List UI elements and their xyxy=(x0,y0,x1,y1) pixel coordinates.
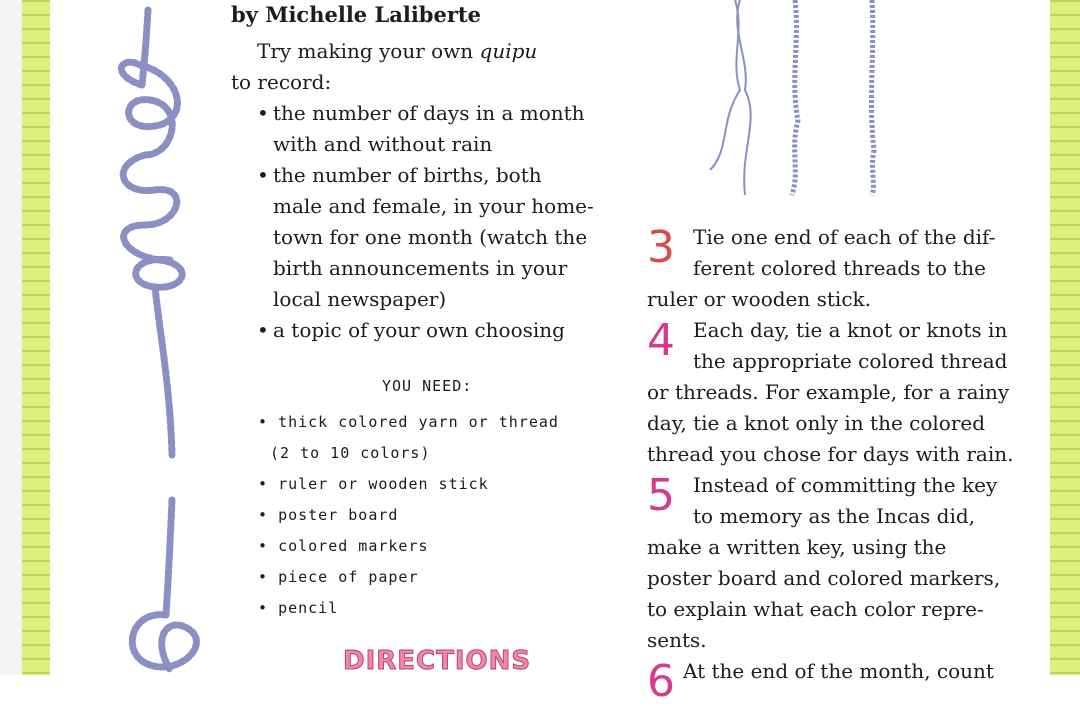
list-item: • colored markers xyxy=(258,537,429,555)
bullet-line: town for one month (watch the xyxy=(273,225,588,249)
bullet-line: male and female, in your home- xyxy=(273,194,594,218)
you-need-heading: YOU NEED: xyxy=(382,377,473,395)
supplies-list xyxy=(258,407,598,624)
intro-bullet-list xyxy=(231,98,611,346)
thread-strands-illustration xyxy=(700,0,900,200)
list-item xyxy=(258,438,598,469)
list-item: • poster board xyxy=(258,506,399,524)
bullet-line: the number of births, both xyxy=(273,163,542,187)
bullet-line: local newspaper) xyxy=(273,287,447,311)
step-line: to memory as the Incas did, xyxy=(693,504,976,528)
list-item: • piece of paper xyxy=(258,568,419,586)
step-6 xyxy=(647,656,1027,707)
author-byline: by Michelle Laliberte xyxy=(231,2,481,27)
supply-item: ruler or wooden stick xyxy=(278,475,489,493)
bullet-line: the number of days in a month xyxy=(273,101,585,125)
step-number: 6 xyxy=(647,656,675,707)
supply-item: thick colored yarn or thread xyxy=(278,413,559,431)
step-line: the appropriate colored thread xyxy=(693,349,1008,373)
step-3 xyxy=(647,222,1027,315)
intro-line-1 xyxy=(231,36,611,67)
right-decorative-border xyxy=(1050,0,1080,675)
step-line: day, tie a knot only in the colored xyxy=(647,411,986,435)
bullet-line: birth announcements in your xyxy=(273,256,568,280)
step-number: 4 xyxy=(647,315,675,366)
supply-item: piece of paper xyxy=(278,568,419,586)
list-item xyxy=(257,315,611,346)
step-line: At the end of the month, count xyxy=(683,659,994,683)
list-item xyxy=(257,98,611,160)
list-item xyxy=(257,160,611,315)
step-number: 5 xyxy=(647,470,675,521)
directions-heading: DIRECTIONS xyxy=(343,646,532,676)
step-line: Tie one end of each of the dif- xyxy=(693,225,996,249)
intro-line-1-text: Try making your own xyxy=(257,39,480,63)
supply-item: colored markers xyxy=(278,537,429,555)
step-line: make a written key, using the xyxy=(647,535,947,559)
step-line: thread you chose for days with rain. xyxy=(647,442,1014,466)
list-item: • ruler or wooden stick xyxy=(258,475,489,493)
knotted-rope-illustration-bottom xyxy=(110,495,220,675)
step-4 xyxy=(647,315,1027,470)
intro-text xyxy=(231,36,611,346)
list-item: • pencil xyxy=(258,599,339,617)
step-line: ferent colored threads to the xyxy=(693,256,986,280)
list-item: • thick colored yarn or thread xyxy=(258,413,559,431)
step-line: Each day, tie a knot or knots in xyxy=(693,318,1008,342)
step-line: or threads. For example, for a rainy xyxy=(647,380,1010,404)
step-line: Instead of committing the key xyxy=(693,473,998,497)
supply-item: pencil xyxy=(278,599,339,617)
quipu-term: quipu xyxy=(479,39,538,63)
left-decorative-border xyxy=(22,0,50,675)
step-5 xyxy=(647,470,1027,656)
step-number: 3 xyxy=(647,222,675,273)
bullet-line: a topic of your own choosing xyxy=(273,318,565,342)
knotted-rope-illustration-top xyxy=(100,5,210,465)
intro-line-2: to record: xyxy=(231,70,332,94)
bullet-line: with and without rain xyxy=(273,132,493,156)
step-line: sents. xyxy=(647,628,707,652)
supply-item: (2 to 10 colors) xyxy=(270,444,431,462)
step-line: to explain what each color repre- xyxy=(647,597,984,621)
page-edge xyxy=(0,0,22,675)
steps-column xyxy=(647,222,1027,707)
supply-item: poster board xyxy=(278,506,399,524)
step-line: poster board and colored markers, xyxy=(647,566,1001,590)
step-line: ruler or wooden stick. xyxy=(647,287,872,311)
